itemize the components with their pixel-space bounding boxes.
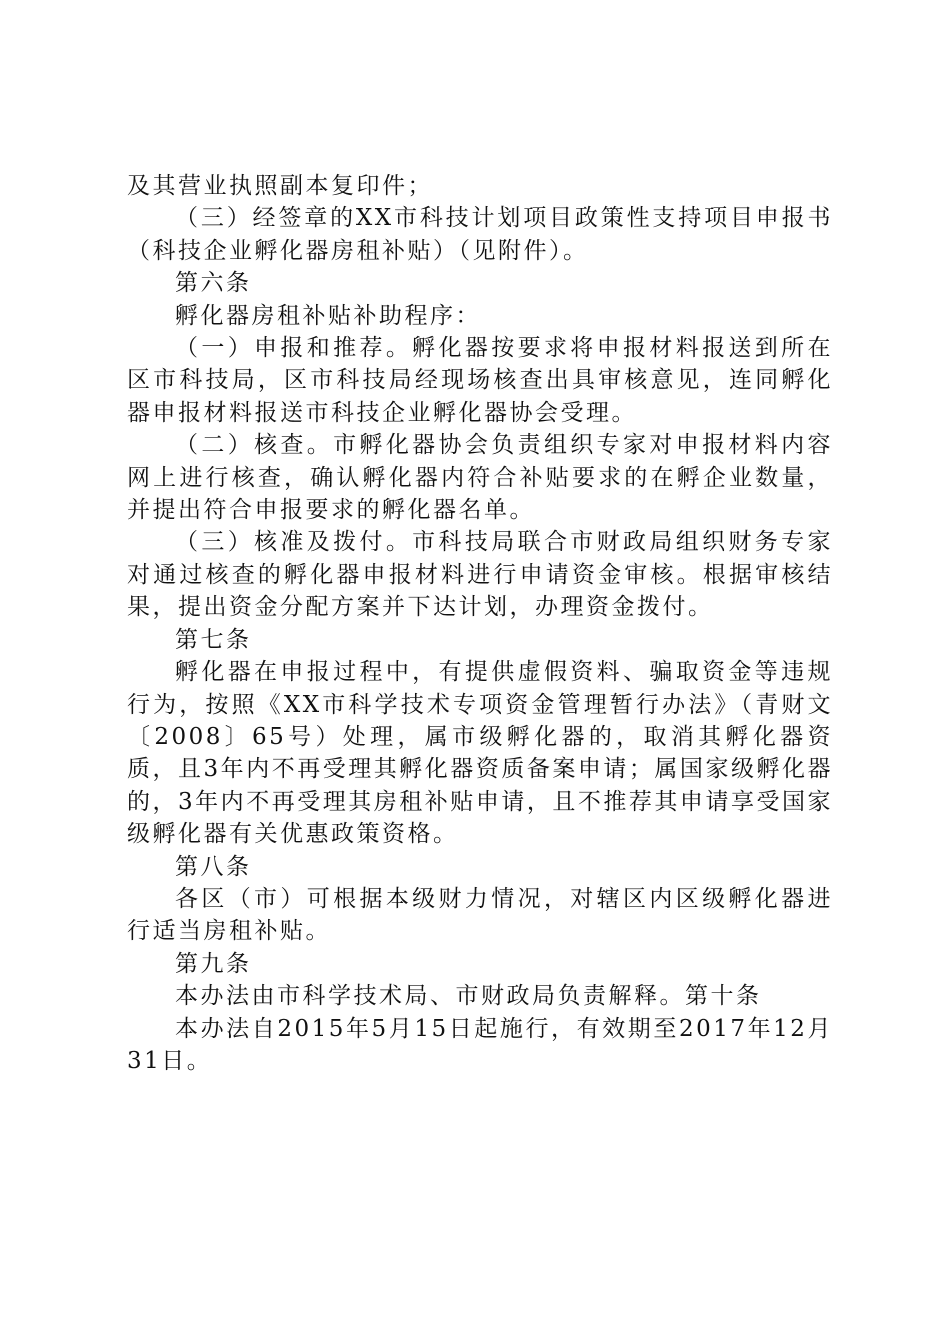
paragraph-procedure-3: （三）核准及拨付。市科技局联合市财政局组织财务专家对通过核查的孵化器申报材料进行申请资金审核。根据审核结果，提出资金分配方案并下达计划，办理资金拨付。 [127,529,833,621]
paragraph-item-3: （三）经签章的XX市科技计划项目政策性支持项目申报书（科技企业孵化器房租补贴）（见附件）。 [127,205,833,264]
paragraph-continuation: 及其营业执照副本复印件； [127,173,433,199]
article-6-heading: 第六条 [175,270,252,297]
paragraph-interpretation: 本办法由市科学技术局、市财政局负责解释。第十条 [175,983,762,1010]
article-7-heading: 第七条 [175,626,252,653]
paragraph-procedure-1: （一）申报和推荐。孵化器按要求将申报材料报送到所在区市科技局，区市科技局经现场核查出具审核意见，连同孵化器申报材料报送市科技企业孵化器协会受理。 [127,335,833,426]
paragraph-violations: 孵化器在申报过程中，有提供虚假资料、骗取资金等违规行为，按照《XX市科学技术专项资金管理暂行办法》（青财文〔2008〕65号）处理，属市级孵化器的，取消其孵化器资质，且3年内不再受理其孵化器资质备案申请；属国家级孵化器的，3年内不再受理其房租补贴申请，且不推荐其申请享受国家级孵化器有关优惠政策资格。 [127,659,833,848]
paragraph-procedure-2: （二）核查。市孵化器协会负责组织专家对申报材料内容网上进行核查，确认孵化器内符合补贴要求的在孵企业数量，并提出符合申报要求的孵化器名单。 [127,432,833,524]
paragraph-procedure-intro: 孵化器房租补贴补助程序： [175,302,481,329]
paragraph-district-subsidy: 各区（市）可根据本级财力情况，对辖区内区级孵化器进行适当房租补贴。 [127,885,833,945]
paragraph-effective-date: 本办法自2015年5月15日起施行，有效期至2017年12月31日。 [127,1015,833,1074]
document-body [127,170,833,1077]
article-9-heading: 第九条 [175,950,252,977]
article-8-heading: 第八条 [175,853,252,880]
